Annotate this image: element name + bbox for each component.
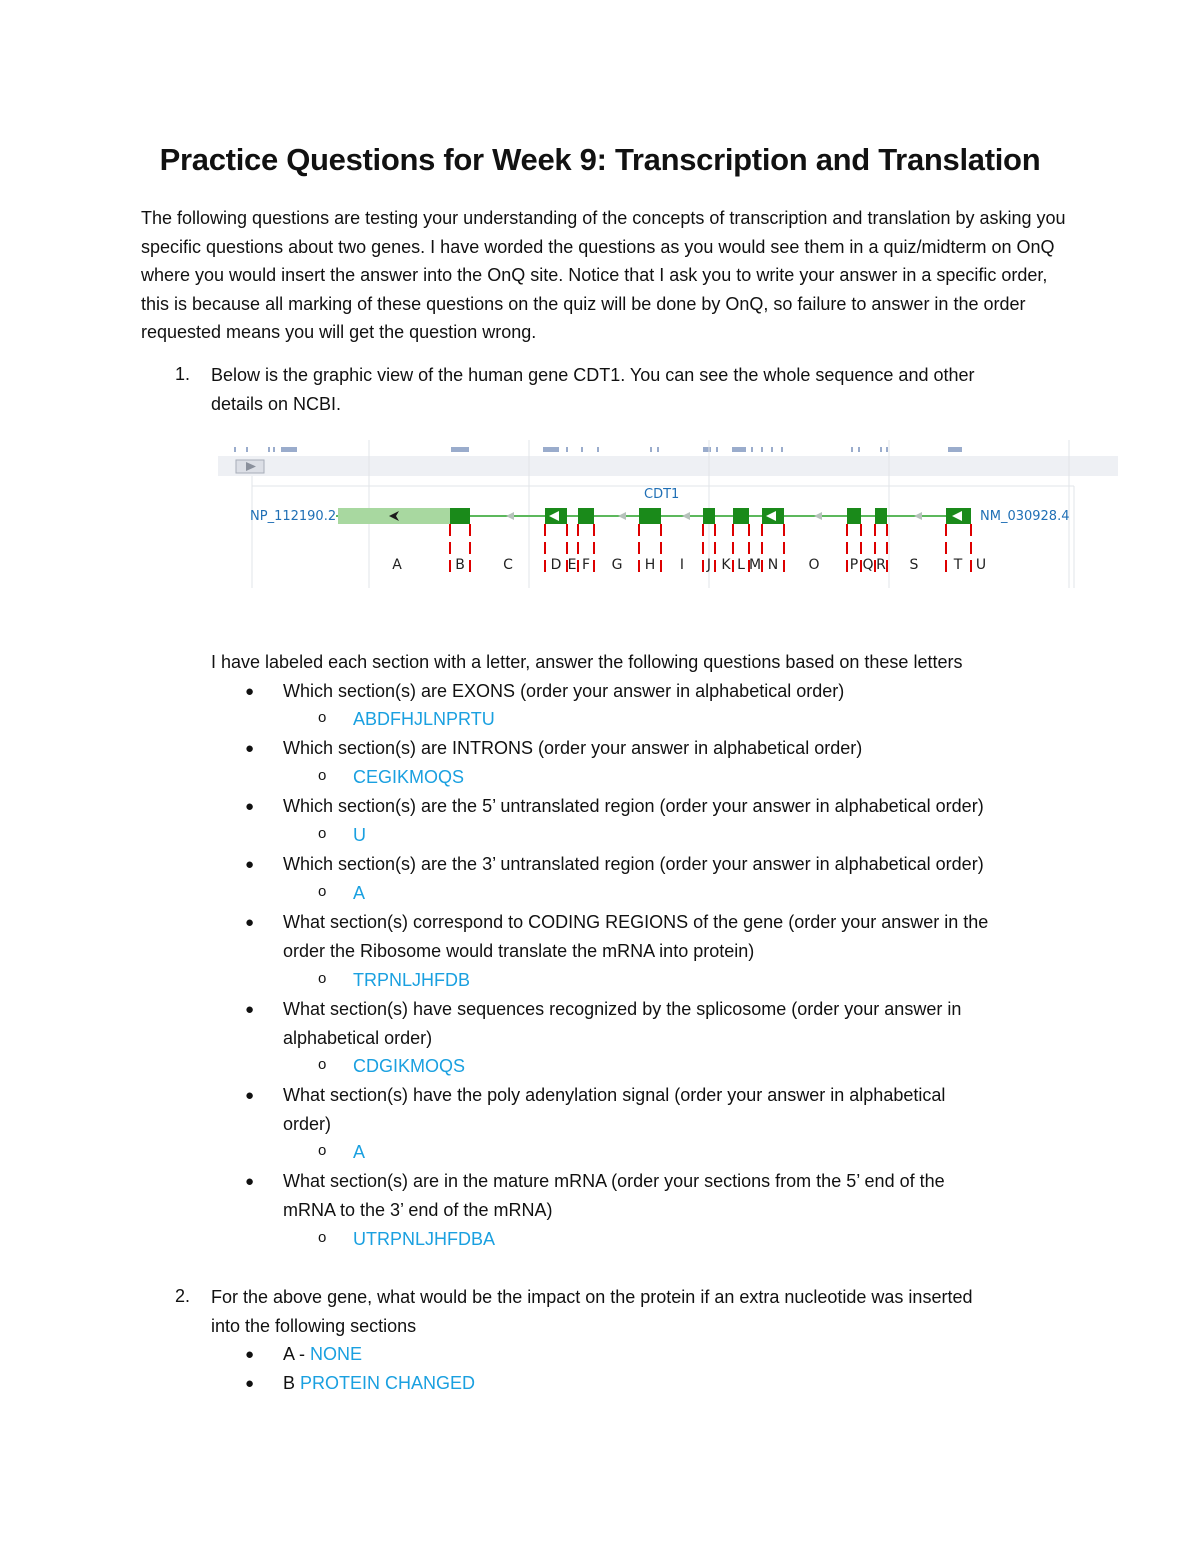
question-1-line-1: Below is the graphic view of the human gene CDT1. You can see the whole sequence and other [211, 365, 975, 385]
item-1-question: Which section(s) are EXONS (order your answer in alphabetical order) [283, 681, 845, 701]
section-label-l: L [737, 557, 745, 573]
bullet-6: ● [245, 1001, 255, 1018]
item-7-question-line-1: What section(s) have the poly adenylation signal (order your answer in alphabetical [283, 1085, 946, 1105]
question-1-number: 1. [175, 364, 191, 384]
bullet-7: ● [245, 1087, 255, 1104]
sub-bullet-3: o [318, 825, 327, 842]
item-5-question [283, 908, 1083, 965]
q2-item-2-answer: PROTEIN CHANGED [300, 1373, 476, 1393]
item-6-question [283, 995, 1083, 1052]
section-label-s: S [909, 557, 919, 573]
item-5-answer: TRPNLJHFDB [353, 970, 471, 990]
item-2-question: Which section(s) are INTRONS (order your answer in alphabetical order) [283, 738, 863, 758]
section-label-c: C [503, 557, 513, 573]
section-label-i: I [679, 557, 685, 573]
q2-bullet-2: ● [245, 1375, 255, 1392]
item-7-question [283, 1081, 1083, 1138]
item-8-question [283, 1167, 1083, 1224]
section-label-j: J [706, 557, 712, 573]
item-1-answer: ABDFHJLNPRTU [353, 709, 495, 729]
page-title: Practice Questions for Week 9: Transcription and Translation [159, 142, 1041, 177]
item-8-question-line-2: mRNA to the 3’ end of the mRNA) [283, 1199, 553, 1220]
section-label-p: P [849, 557, 859, 573]
section-label-d: D [550, 557, 562, 573]
intro-paragraph: The following questions are testing your understanding of the concepts of transcription and translation by asking you specific questions about two genes. I have worded the questions as you would see them in a quiz/midterm on OnQ where you would insert the answer into the OnQ site. Notice that I ask you to write your answer in a specific order, this is because all marking of these questions on the quiz will be done by OnQ, so failure to answer in the order requested means you will get the question wrong. [141, 208, 1066, 343]
item-3-answer: U [353, 825, 366, 845]
item-5-question-line-1: What section(s) correspond to CODING REGIONS of the gene (order your answer in the [283, 912, 989, 932]
question-2-number: 2. [175, 1286, 191, 1306]
bullet-3: ● [245, 798, 255, 815]
question-2-line-1: For the above gene, what would be the impact on the protein if an extra nucleotide was inserted [211, 1287, 973, 1307]
section-label-u: U [975, 557, 987, 573]
bullet-8: ● [245, 1173, 255, 1190]
item-8-question-line-1: What section(s) are in the mature mRNA (order your sections from the 5’ end of the [283, 1171, 945, 1191]
sub-bullet-8: o [318, 1229, 327, 1246]
section-label-m: M [748, 557, 762, 573]
cdt1-gene-graphic [216, 438, 1120, 590]
section-label-k: K [721, 557, 731, 573]
question-2-text [211, 1283, 1091, 1340]
sub-bullet-6: o [318, 1056, 327, 1073]
labeled-intro: I have labeled each section with a letter, answer the following questions based on these letters [211, 652, 963, 672]
section-letters [392, 557, 986, 573]
section-label-b: B [455, 557, 465, 573]
toolbar-band [218, 456, 1118, 476]
item-5-question-line-2: order the Ribosome would translate the mRNA into protein) [283, 940, 755, 961]
bullet-5: ● [245, 914, 255, 931]
sub-bullet-7: o [318, 1142, 327, 1159]
sub-bullet-5: o [318, 970, 327, 987]
item-4-question: Which section(s) are the 3’ untranslated region (order your answer in alphabetical order) [283, 854, 984, 874]
mrna-accession-label: NM_030928.4 [980, 509, 1070, 524]
bullet-2: ● [245, 740, 255, 757]
sub-bullet-4: o [318, 883, 327, 900]
q2-item-2 [283, 1369, 475, 1398]
section-label-a: A [392, 557, 402, 573]
item-8-answer: UTRPNLJHFDBA [353, 1229, 496, 1249]
item-7-question-line-2: order) [283, 1113, 332, 1134]
q2-item-1 [283, 1340, 362, 1369]
sub-bullet-2: o [318, 767, 327, 784]
ruler-ticks [234, 447, 962, 452]
bullet-4: ● [245, 856, 255, 873]
section-label-e: E [567, 557, 577, 573]
section-label-f: F [581, 557, 591, 573]
bullet-1: ● [245, 683, 255, 700]
item-3-question: Which section(s) are the 5’ untranslated region (order your answer in alphabetical order) [283, 796, 984, 816]
item-2-answer: CEGIKMOQS [353, 767, 465, 787]
item-7-answer: A [353, 1142, 366, 1162]
section-label-q: Q [862, 557, 874, 573]
item-6-question-line-2: alphabetical order) [283, 1027, 433, 1048]
question-1-line-2: details on NCBI. [211, 393, 342, 414]
q2-item-1-answer: NONE [310, 1344, 363, 1364]
protein-accession-label: NP_112190.2 [250, 509, 337, 524]
gene-name-label: CDT1 [644, 487, 680, 502]
q2-bullet-1: ● [245, 1346, 255, 1363]
section-label-g: G [611, 557, 623, 573]
item-6-answer: CDGIKMOQS [353, 1056, 466, 1076]
question-1-text [211, 361, 1091, 418]
section-label-o: O [808, 557, 820, 573]
sub-bullet-1: o [318, 709, 327, 726]
section-label-n: N [767, 557, 779, 573]
q2-item-1-label: A - [283, 1344, 311, 1364]
question-2-line-2: into the following sections [211, 1315, 417, 1336]
section-label-t: T [953, 557, 963, 573]
item-4-answer: A [353, 883, 366, 903]
section-label-h: H [644, 557, 656, 573]
q2-item-2-label: B [283, 1373, 301, 1393]
item-6-question-line-1: What section(s) have sequences recognized by the splicosome (order your answer in [283, 999, 962, 1019]
section-label-r: R [876, 557, 886, 573]
